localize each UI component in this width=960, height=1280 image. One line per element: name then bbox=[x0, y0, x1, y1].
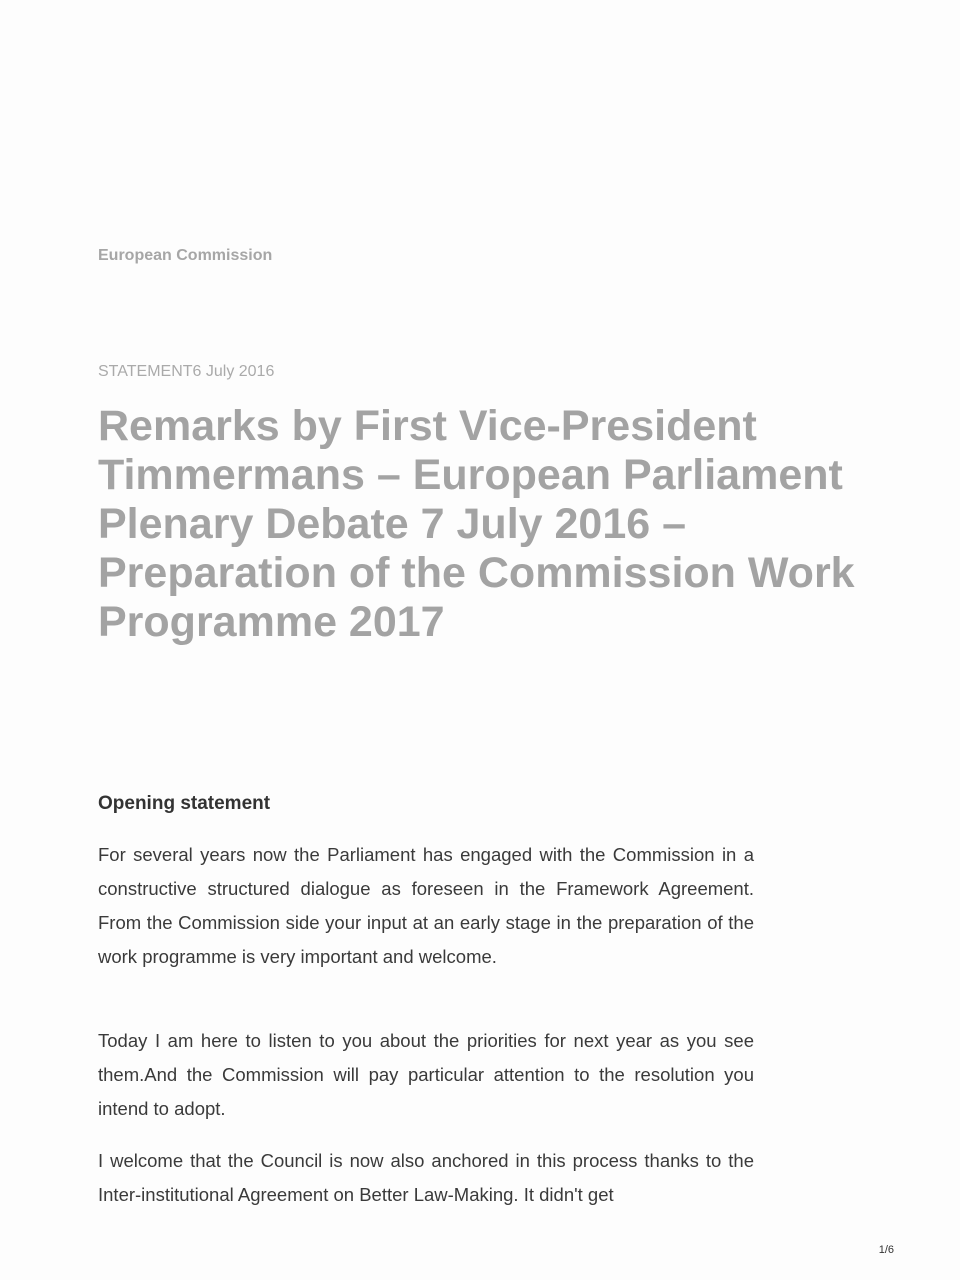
section-heading: Opening statement bbox=[98, 793, 271, 814]
paragraph-2: Today I am here to listen to you about the priorities for next year as you see them.And the Commission will pay particular attention to the resolution you intend to adopt. bbox=[98, 1030, 754, 1119]
page-title: Remarks by First Vice-President Timmermans – European Parliament Plenary Debate 7 July 2016 – Preparation of the Commission Work Programme 2017 bbox=[98, 402, 855, 646]
organization-name: European Commission bbox=[98, 247, 273, 264]
paragraph-1: For several years now the Parliament has engaged with the Commission in a constructive structured dialogue as foreseen in the Framework Agreement. From the Commission side your input at an early stage in the preparation of the work programme is very important and welcome. bbox=[98, 844, 754, 967]
statement-type: STATEMENT bbox=[98, 363, 193, 380]
paragraph-3: I welcome that the Council is now also anchored in this process thanks to the Inter-institutional Agreement on Better Law-Making. It didn't get bbox=[98, 1150, 754, 1205]
page-number: 1/6 bbox=[878, 1244, 894, 1256]
statement-meta bbox=[98, 363, 274, 381]
statement-date: 6 July 2016 bbox=[192, 363, 275, 380]
